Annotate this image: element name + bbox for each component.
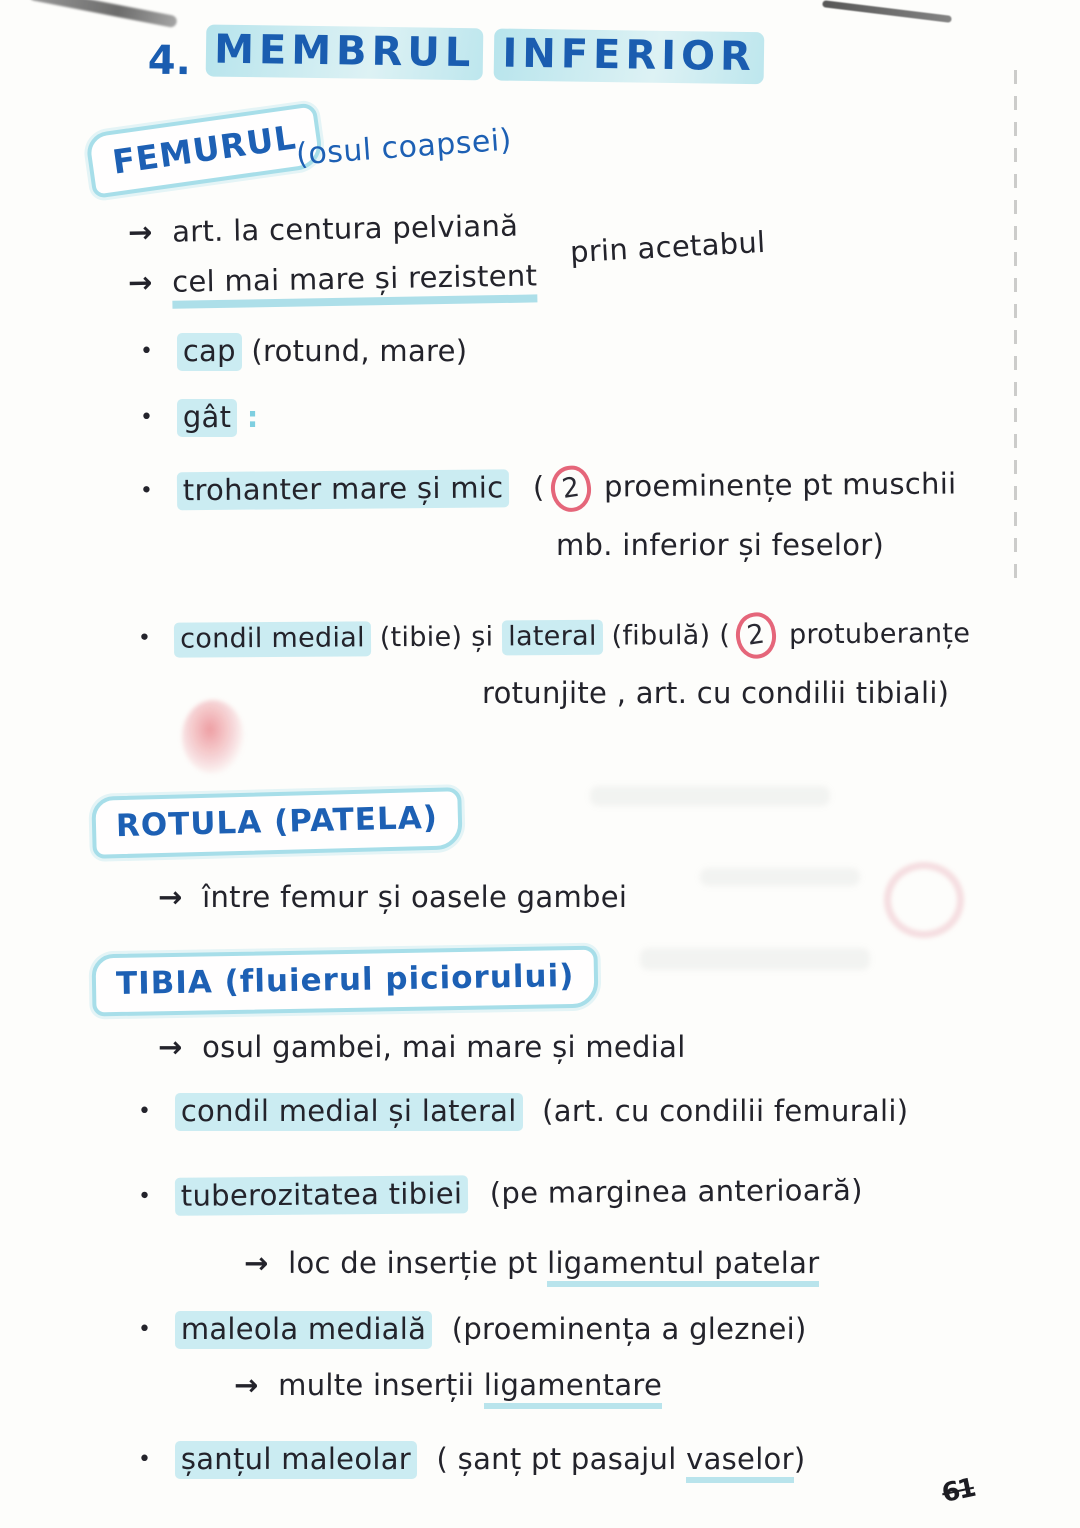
arrow-icon: → — [234, 1368, 259, 1402]
arrow-icon: → — [158, 1030, 183, 1064]
femurul-heading-label: FEMURUL — [110, 117, 299, 182]
ligamentare-term: ligamentare — [484, 1368, 662, 1409]
red-ink-smudge — [182, 700, 244, 774]
page-edge-line — [1014, 70, 1017, 590]
cap-term: cap — [177, 333, 242, 371]
bullet-icon: • — [138, 1099, 152, 1124]
faint-pink-circle-bleed — [884, 862, 964, 938]
corner-page-mark: 61 — [939, 1472, 977, 1510]
bleed-through-text — [640, 948, 870, 970]
ligamentul-patelar-term: ligamentul patelar — [547, 1246, 819, 1287]
femurul-heading-note: (osul coapsei) — [295, 122, 513, 173]
tibia-arrow-line: → osul gambei, mai mare și medial — [158, 1030, 686, 1064]
sant-term: șanțul maleolar — [175, 1441, 417, 1479]
femurul-bullet-trohanter: • trohanter mare și mic ( 2 proeminențe pt muschii — [140, 462, 957, 515]
section-heading-femurul — [85, 102, 325, 199]
arrow-icon: → — [158, 880, 183, 914]
trohanter-term: trohanter mare și mic — [177, 469, 510, 510]
title-word-1: MEMBRUL — [206, 24, 484, 80]
bullet-icon: • — [140, 339, 154, 364]
maleola-term: maleola medială — [175, 1311, 432, 1349]
tibia-heading-label: TIBIA (fluierul piciorului) — [115, 958, 575, 1002]
tibia-bullet-condil: • condil medial și lateral (art. cu condilii femurali) — [138, 1094, 908, 1128]
condil-medial-term: condil medial — [174, 621, 371, 657]
pencil-smudge-top-right — [822, 0, 952, 23]
femurul-trohanter-continuation: mb. inferior și feselor) — [556, 528, 885, 562]
tibia-bullet-sant: • șanțul maleolar ( șanț pt pasajul vaselor) — [138, 1442, 805, 1476]
condil-lateral-term: lateral — [502, 620, 603, 656]
bullet-icon: • — [138, 1447, 152, 1472]
gat-term: gât — [177, 399, 237, 437]
bullet-icon: • — [137, 1184, 152, 1210]
arrow-icon: → — [244, 1246, 269, 1280]
bullet-icon: • — [140, 405, 154, 430]
title-number: 4. — [147, 37, 192, 85]
pencil-smudge-top-left — [28, 0, 178, 28]
section-heading-rotula — [91, 787, 462, 859]
vaselor-term: vaselor — [686, 1442, 794, 1483]
bleed-through-text — [700, 868, 860, 886]
femurul-bullet-cap: • cap (rotund, mare) — [140, 334, 467, 368]
femurul-bullet-condil: • condil medial (tibie) și lateral (fibulă) ( 2 protuberanțe — [138, 611, 970, 663]
femurul-condil-continuation: rotunjite , art. cu condilii tibiali) — [482, 676, 950, 710]
bullet-icon: • — [138, 1317, 152, 1342]
bullet-icon: • — [139, 478, 154, 504]
tibia-insertie-subline: → loc de inserție pt ligamentul patelar — [244, 1246, 819, 1280]
arrow-icon: → — [127, 265, 153, 300]
rotula-arrow-line: → între femur și oasele gambei — [158, 880, 628, 914]
page-title — [147, 26, 771, 85]
tuberozitatea-term: tuberozitatea tibiei — [175, 1175, 469, 1216]
tibia-bullet-maleola: • maleola medială (proeminența a gleznei) — [138, 1312, 807, 1346]
rotula-heading-label: ROTULA (PATELA) — [115, 799, 439, 845]
red-circled-number: 2 — [733, 610, 779, 661]
tibia-condil-term: condil medial și lateral — [175, 1093, 523, 1131]
section-heading-tibia — [91, 946, 598, 1017]
tibia-bullet-tuberozitatea: • tuberozitatea tibiei (pe marginea anterioară) — [138, 1173, 863, 1213]
femurul-arrow-side-note: prin acetabul — [569, 224, 767, 270]
red-circled-number: 2 — [547, 463, 593, 514]
title-word-2: INFERIOR — [494, 28, 764, 84]
tibia-maleola-subline: → multe inserții ligamentare — [234, 1368, 662, 1402]
femurul-bullet-gat: • gât : — [140, 400, 259, 434]
arrow-icon: → — [127, 214, 153, 250]
femurul-arrow1-text: art. la centura pelviană — [171, 208, 519, 249]
femurul-arrow-line-2 — [128, 258, 538, 299]
femurul-arrow2-text: cel mai mare și rezistent — [172, 258, 538, 308]
femurul-arrow-line-1 — [128, 209, 519, 250]
bullet-icon: • — [137, 625, 152, 651]
bleed-through-text — [590, 786, 830, 806]
